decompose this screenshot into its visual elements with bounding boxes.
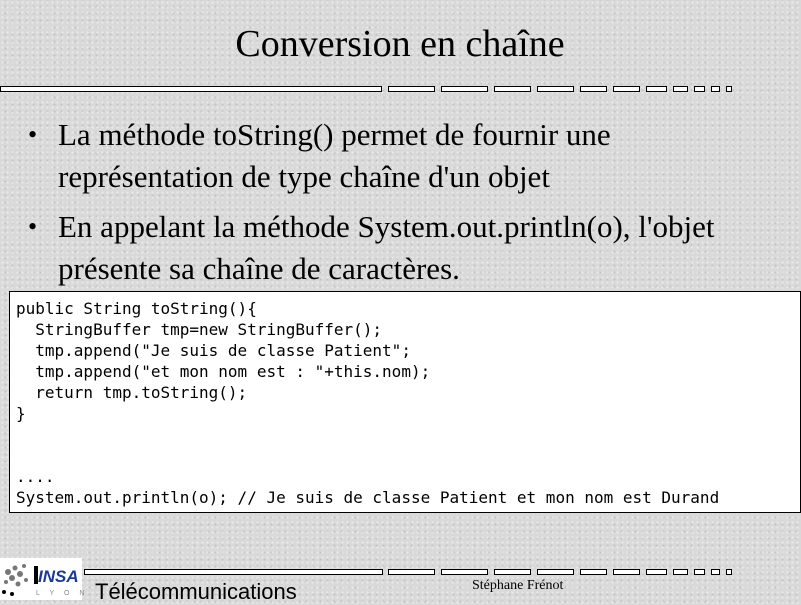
code-block (9, 291, 801, 513)
slide-title: Conversion en chaîne (235, 23, 565, 65)
logo-text: INSA (38, 567, 79, 586)
svg-text:L Y O N: L Y O N (36, 590, 89, 597)
code-text: public String toString(){ StringBuffer tmp=new StringBuffer(); tmp.append("Je suis de classe Patient"; tmp.append("et mon nom est : "+this.nom); return tmp.toString(); } .... System.out.println(o); // Je suis de classe Patient et mon nom est Durand (16, 299, 720, 507)
footer-author: Stéphane Frénot (472, 578, 564, 593)
bullet-dot-icon: • (28, 212, 38, 241)
bullet-text: La méthode toString() permet de fournir une représentation de type chaîne d'un objet (58, 117, 611, 194)
bullet-dot-icon: • (28, 120, 38, 149)
footer-divider-bar (84, 568, 740, 576)
insa-logo-icon (0, 558, 89, 600)
title-divider-bar (0, 85, 740, 93)
bullet-text: En appelant la méthode System.out.println(o), l'objet présente sa chaîne de caractères. (58, 209, 715, 286)
bullet-list (24, 114, 744, 298)
footer-department: Télécommunications (95, 579, 297, 604)
bullet-item (24, 206, 744, 290)
bullet-item (24, 114, 744, 198)
